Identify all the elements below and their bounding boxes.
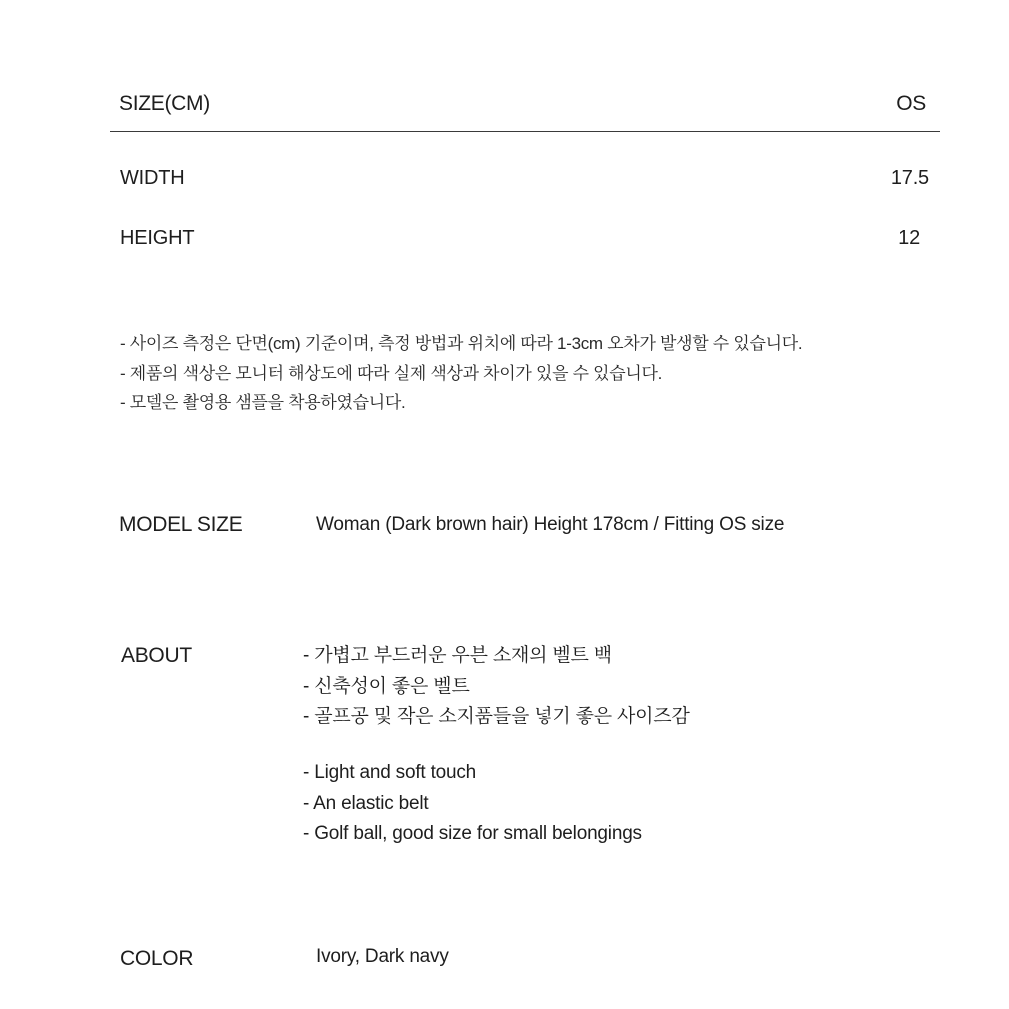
about-korean-item: - 가볍고 부드러운 우븐 소재의 벨트 백 — [303, 645, 612, 666]
about-korean-item: - 골프공 및 작은 소지품들을 넣기 좋은 사이즈감 — [303, 706, 690, 727]
width-value: 17.5 — [890, 167, 929, 189]
about-english-item: - Light and soft touch — [303, 762, 477, 783]
note-item: - 모델은 촬영용 샘플을 착용하였습니다. — [120, 393, 406, 412]
about-korean-list — [303, 640, 690, 732]
model-size-label: MODEL SIZE — [119, 513, 243, 536]
note-item: - 제품의 색상은 모니터 해상도에 따라 실제 색상과 차이가 있을 수 있습니다. — [120, 363, 663, 383]
color-value: Ivory, Dark navy — [316, 946, 449, 967]
height-label: HEIGHT — [120, 227, 195, 249]
size-table-divider — [110, 131, 940, 132]
about-english-item: - An elastic belt — [303, 792, 429, 814]
model-size-value: Woman (Dark brown hair) Height 178cm / Fitting OS size — [316, 514, 785, 535]
size-header-value: OS — [896, 92, 926, 115]
width-label: WIDTH — [120, 167, 185, 189]
color-label: COLOR — [120, 947, 194, 970]
about-english-item: - Golf ball, good size for small belongings — [303, 823, 642, 844]
size-header-label: SIZE(CM) — [119, 92, 210, 115]
size-notes — [120, 329, 802, 418]
note-item: - 사이즈 측정은 단면(cm) 기준이며, 측정 방법과 위치에 따라 1-3cm 오차가 발생할 수 있습니다. — [120, 334, 803, 353]
height-value: 12 — [898, 227, 920, 249]
about-label: ABOUT — [121, 644, 192, 667]
about-english-list — [303, 762, 642, 854]
about-korean-item: - 신축성이 좋은 벨트 — [303, 675, 470, 697]
